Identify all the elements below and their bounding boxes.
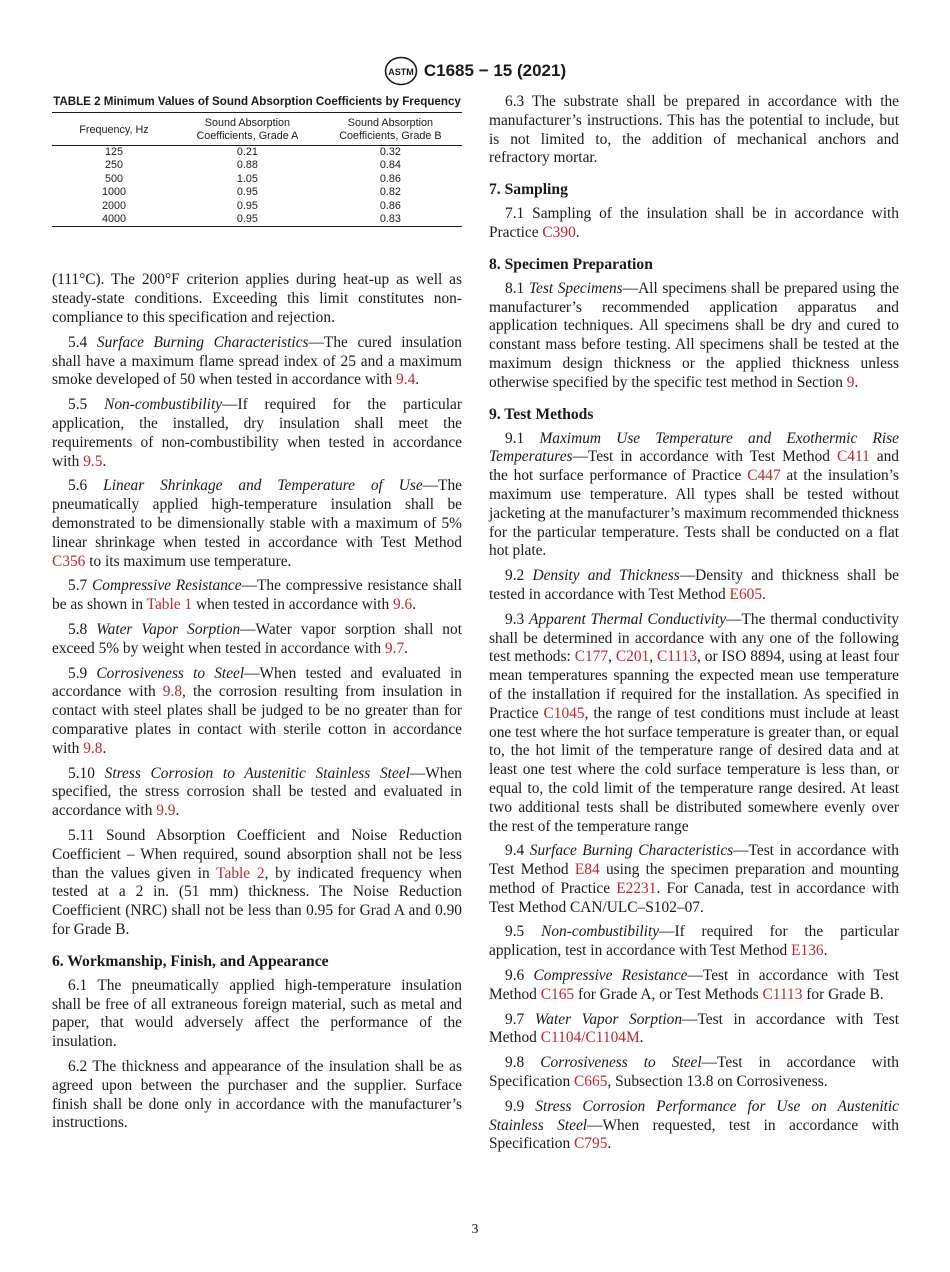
table-2-title: TABLE 2 Minimum Values of Sound Absorption Coefficients by Frequency: [53, 95, 461, 108]
table-cell: 0.95: [236, 199, 258, 212]
ref-link[interactable]: C356: [52, 552, 86, 570]
ref-link[interactable]: 9.8: [83, 739, 103, 757]
section-5-10: 5.10 Stress Corrosion to Austenitic Stainless Steel—When specified, the stress corrosion shall be tested and evaluated in accordance with 9.9.: [52, 764, 462, 820]
section-9-2: 9.2 Density and Thickness—Density and thickness shall be tested in accordance with Test Method E605.: [489, 567, 899, 603]
page-number: 3: [471, 1221, 479, 1236]
ref-link[interactable]: 9: [846, 373, 855, 391]
table-cell: 4000: [101, 213, 127, 226]
table-cell: 500: [104, 172, 123, 185]
table-cell: 1.05: [236, 172, 258, 185]
paragraph-continuation: (111°C). The 200°F criterion applies during heat-up as well as steady-state conditions. Exceeding this limit constitutes non-compliance to this specification and rejection.: [52, 271, 462, 327]
astm-logo-icon: [384, 56, 418, 86]
section-5-8: 5.8 Water Vapor Sorption—Water vapor sorption shall not exceed 5% by weight when tested in accordance with 9.7.: [52, 620, 462, 657]
section-5-11: 5.11 Sound Absorption Coefficient and Noise Reduction Coefficient – When required, sound absorption shall not be less than the values given in Table 2, by indicated frequency when tested at a 2 in. (51 mm) thickness. The Noise Reduction Coefficient (NRC) shall not be less than 0.95 for Grad A and 0.90 for Grade B.: [52, 826, 462, 938]
ref-link[interactable]: C795: [574, 1135, 608, 1153]
table-cell: 0.88: [236, 159, 258, 172]
ref-link[interactable]: C1113: [762, 985, 803, 1003]
section-5-9: 5.9 Corrosiveness to Steel—When tested and evaluated in accordance with 9.8, the corrosion resulting from insulation in contact with steel plates shall be judged to be no greater than for comparative plates in contact with sterile cotton in accordance with 9.8.: [52, 664, 462, 757]
section-8-1: 8.1 Test Specimens—All specimens shall be prepared using the manufacturer’s recommended application apparatus and application techniques. All specimens shall be dry and cured to constant mass before testing. All specimens shall be tested at the maximum design thickness or the applied thickness unless otherwise specified by the specific test method in Section 9.: [489, 279, 899, 391]
ref-link[interactable]: E84: [574, 861, 600, 879]
table-cell: 0.82: [379, 186, 401, 199]
right-column: [489, 93, 899, 1160]
section-6-heading: 6. Workmanship, Finish, and Appearance: [52, 952, 329, 970]
section-6-3: 6.3 The substrate shall be prepared in accordance with the manufacturer’s instructions. This has the potential to include, but is not limited to, the addition of mechanical anchors and refractory mortar.: [489, 93, 899, 167]
column-header-frequency: Frequency, Hz: [79, 123, 149, 136]
table-cell: 125: [104, 146, 123, 158]
ref-link[interactable]: 9.5: [83, 452, 103, 470]
column-header-grade-a: Sound Absorption Coefficients, Grade A: [196, 117, 299, 142]
ref-link[interactable]: C447: [747, 467, 781, 485]
section-5-5: 5.5 Non-combustibility—If required for the particular application, the installed, dry insulation shall meet the requirements of non-combustibility when tested in accordance with 9.5.: [52, 396, 462, 470]
section-5-6: 5.6 Linear Shrinkage and Temperature of Use—The pneumatically applied high-temperature insulation shall be demonstrated to be dimensionally stable with a maximum of 5% linear shrinkage when tested in accordance with Test Method C356 to its maximum use temperature.: [52, 477, 462, 570]
section-9-3: 9.3 Apparent Thermal Conductivity—The thermal conductivity shall be determined in accordance with any one of the following test methods: C177, C201, C1113, or ISO 8894, using at least four mean temperatures spanning the expected mean use temperature of the installation if required for the installation. As specified in Practice C1045, the range of test conditions must include at least one test where the hot surface temperature is greater than, or equal to, the hot limit of the temperature range of desired data and at least one test where the cold surface temperature is less than, or equal to, the cold limit of the temperature range desired. At least two additional tests shall be distributed somewhere evenly over the rest of the temperature range: [489, 610, 900, 835]
left-column: [52, 93, 462, 1139]
ref-link[interactable]: 9.6: [393, 596, 413, 614]
ref-link[interactable]: C1113: [657, 648, 697, 666]
table-cell: 0.95: [236, 213, 258, 226]
section-9-6: 9.6 Compressive Resistance—Test in accordance with Test Method C165 for Grade A, or Test Methods C1113 for Grade B.: [489, 967, 899, 1003]
ref-link[interactable]: E605: [729, 585, 763, 603]
table-cell: 0.21: [236, 146, 258, 158]
table-cell: 0.86: [379, 172, 401, 185]
section-5-7: 5.7 Compressive Resistance—The compressive resistance shall be as shown in Table 1 when tested in accordance with 9.6.: [52, 577, 462, 614]
table-row: [52, 186, 462, 199]
table-cell: 2000: [101, 199, 127, 212]
ref-link[interactable]: 9.4: [396, 371, 416, 389]
ref-link[interactable]: 9.8: [162, 683, 183, 701]
section-6-2: 6.2 The thickness and appearance of the insulation shall be as agreed upon between the purchaser and the supplier. Surface finish shall be done only in accordance with the manufacturer’s instructions.: [52, 1057, 462, 1132]
table-cell: 0.95: [236, 186, 258, 199]
table-row: [52, 173, 462, 186]
ref-link[interactable]: 9.7: [384, 639, 405, 657]
ref-link[interactable]: C201: [615, 648, 650, 666]
ref-link[interactable]: C411: [836, 448, 870, 466]
table-header-row: [52, 113, 462, 146]
ref-link[interactable]: Table 1: [146, 596, 193, 614]
section-9-1: 9.1 Maximum Use Temperature and Exothermic Rise Temperatures—Test in accordance with Test Method C411 and the hot surface performance of Practice C447 at the insulation’s maximum use temperature. All types shall be tested without jacketing at the manufacturer’s maximum recommended thickness for the particular temperature. Tests shall be conducted on a flat hot plate.: [489, 429, 900, 560]
ref-link[interactable]: 9.9: [156, 802, 176, 820]
section-7-1: 7.1 Sampling of the insulation shall be in accordance with Practice C390.: [489, 205, 899, 241]
ref-link[interactable]: C390: [542, 223, 576, 241]
page-header: [0, 56, 950, 86]
section-8-heading: 8. Specimen Preparation: [489, 255, 653, 273]
table-cell: 0.83: [379, 213, 401, 226]
section-9-5: 9.5 Non-combustibility—If required for the particular application, test in accordance with Test Method E136.: [489, 923, 899, 960]
table-2: [52, 112, 462, 227]
table-row: [52, 159, 462, 172]
ref-link[interactable]: C1104/C1104M: [540, 1029, 640, 1047]
table-cell: 0.32: [379, 146, 401, 158]
section-6-1: 6.1 The pneumatically applied high-temperature insulation shall be free of all extraneous foreign material, such as metal and paper, that would adversely affect the performance of the insulation.: [52, 976, 462, 1051]
section-5-4: 5.4 Surface Burning Characteristics—The cured insulation shall have a maximum flame spread index of 25 and a maximum smoke developed of 50 when tested in accordance with 9.4.: [52, 333, 462, 389]
svg-text:ASTM: ASTM: [388, 67, 414, 77]
section-9-heading: 9. Test Methods: [489, 405, 594, 423]
table-row: [52, 200, 462, 213]
column-header-grade-b: Sound Absorption Coefficients, Grade B: [339, 117, 442, 142]
ref-link[interactable]: E136: [791, 942, 824, 960]
document-code: C1685 − 15 (2021): [423, 61, 567, 80]
section-7-heading: 7. Sampling: [489, 181, 568, 199]
table-cell: 0.84: [379, 159, 401, 172]
ref-link[interactable]: C165: [540, 985, 575, 1003]
ref-link[interactable]: C665: [574, 1073, 608, 1091]
section-9-8: 9.8 Corrosiveness to Steel—Test in accordance with Specification C665, Subsection 13.8 on Corrosiveness.: [489, 1054, 900, 1091]
table-row: [52, 146, 462, 160]
table-cell: 0.86: [379, 199, 401, 212]
table-row: [52, 213, 462, 227]
section-9-7: 9.7 Water Vapor Sorption—Test in accordance with Test Method C1104/C1104M.: [489, 1010, 899, 1047]
ref-link[interactable]: E2231: [616, 879, 657, 897]
table-cell: 1000: [101, 186, 127, 199]
section-9-4: 9.4 Surface Burning Characteristics—Test in accordance with Test Method E84 using the specimen preparation and mounting method of Practice E2231. For Canada, test in accordance with Test Method CAN/ULC–S102–07.: [489, 842, 900, 916]
table-cell: 250: [104, 159, 123, 172]
ref-link[interactable]: Table 2: [216, 864, 265, 882]
ref-link[interactable]: C1045: [543, 704, 585, 722]
ref-link[interactable]: C177: [574, 648, 609, 666]
section-9-9: 9.9 Stress Corrosion Performance for Use on Austenitic Stainless Steel—When requested, test in accordance with Specification C795.: [489, 1097, 899, 1153]
